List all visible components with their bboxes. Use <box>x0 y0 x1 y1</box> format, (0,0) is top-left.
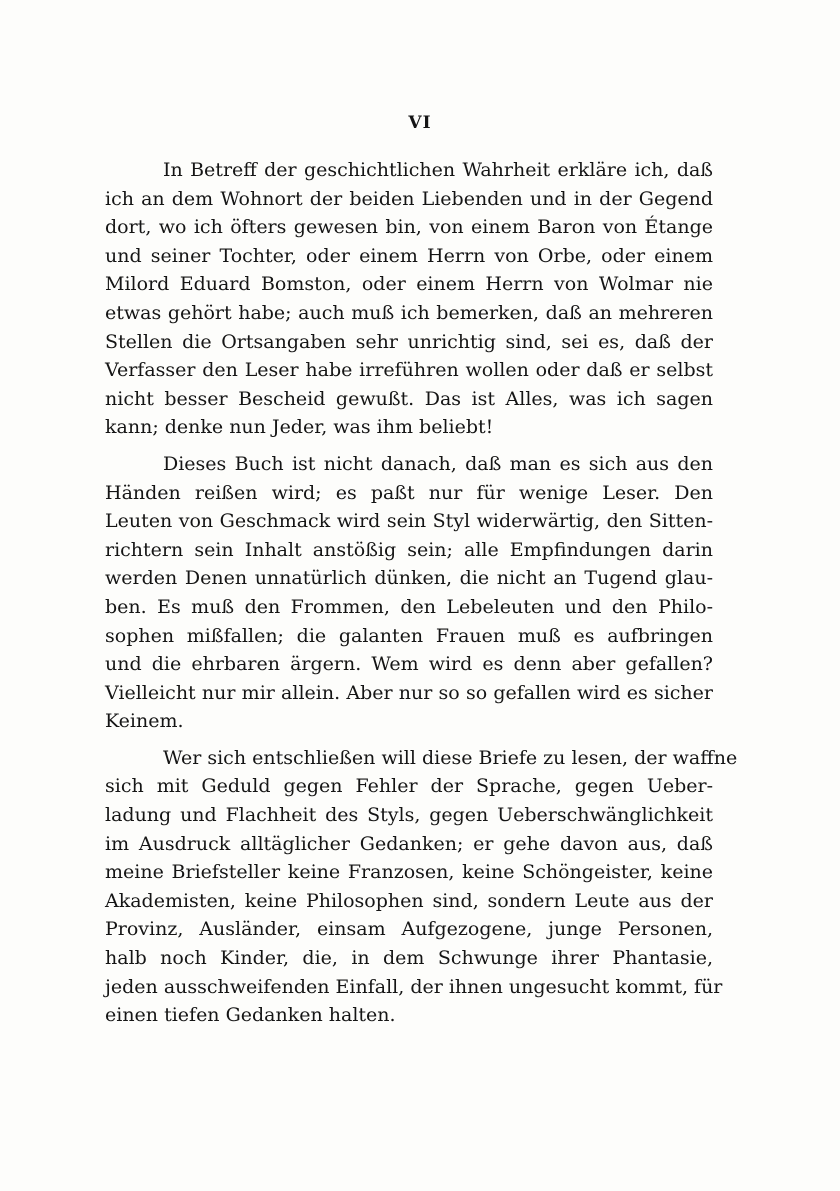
text-line: sophen mißfallen; die galanten Frauen muß es aufbringen <box>105 624 713 647</box>
text-line: Vielleicht nur mir allein. Aber nur so so gefallen wird es sicher <box>105 681 713 704</box>
paragraph-historical-truth <box>105 156 713 442</box>
text-line: ben. Es muß den Frommen, den Lebeleuten und den Philo- <box>105 595 713 618</box>
text-line: jeden ausschweifenden Einfall, der ihnen ungesucht kommt, für <box>105 975 723 998</box>
text-line: In Betreff der geschichtlichen Wahrheit erkläre ich, daß <box>163 159 713 181</box>
text-line: Leuten von Geschmack wird sein Styl widerwärtig, den Sitten- <box>105 510 713 533</box>
text-line: und die ehrbaren ärgern. Wem wird es denn aber gefallen? <box>105 653 713 676</box>
text-line: sich mit Geduld gegen Fehler der Sprache, gegen Ueber- <box>105 775 713 798</box>
text-line: kann; denke nun Jeder, was ihm beliebt! <box>105 416 494 439</box>
text-line: im Ausdruck alltäglicher Gedanken; er gehe davon aus, daß <box>105 832 713 855</box>
text-line: Verfasser den Leser habe irreführen wollen oder daß er selbst <box>105 359 713 382</box>
text-line: Akademisten, keine Philosophen sind, sondern Leute aus der <box>105 889 713 912</box>
text-line: ich an dem Wohnort der beiden Liebenden und in der Gegend <box>105 187 713 210</box>
text-line: nicht besser Bescheid gewußt. Das ist Alles, was ich sagen <box>105 387 713 410</box>
text-line: etwas gehört habe; auch muß ich bemerken, daß an mehreren <box>105 301 713 324</box>
text-line: einen tiefen Gedanken halten. <box>105 1004 396 1027</box>
text-line: Händen reißen wird; es paßt nur für wenige Leser. Den <box>105 481 713 504</box>
text-line: Wer sich entschließen will diese Briefe zu lesen, der waffne <box>163 746 738 769</box>
text-line: meine Briefsteller keine Franzosen, keine Schöngeister, keine <box>105 861 713 884</box>
text-line: Milord Eduard Bomston, oder einem Herrn von Wolmar nie <box>105 273 713 296</box>
text-line: halb noch Kinder, die, in dem Schwunge ihrer Phantasie, <box>105 947 713 970</box>
paragraph-letter-writers <box>105 744 738 1030</box>
text-line: Dieses Buch ist nicht danach, daß man es sich aus den <box>163 452 713 475</box>
text-line: richtern sein Inhalt anstößig sein; alle Empfindungen darin <box>105 538 713 561</box>
text-line: Provinz, Ausländer, einsam Aufgezogene, junge Personen, <box>105 918 713 941</box>
text-line: werden Denen unnatürlich dünken, die nicht an Tugend glau- <box>105 567 713 590</box>
text-line: und seiner Tochter, oder einem Herrn von Orbe, oder einem <box>105 244 713 267</box>
text-line: Stellen die Ortsangaben sehr unrichtig sind, sei es, daß der <box>105 330 713 353</box>
text-line: ladung und Flachheit des Styls, gegen Ueberschwänglichkeit <box>105 804 713 827</box>
body-text <box>105 156 738 1030</box>
text-line: dort, wo ich öfters gewesen bin, von einem Baron von Étange <box>105 216 713 239</box>
text-line: Keinem. <box>105 710 184 733</box>
paragraph-readers <box>105 450 713 736</box>
page-number: VI <box>408 113 432 133</box>
